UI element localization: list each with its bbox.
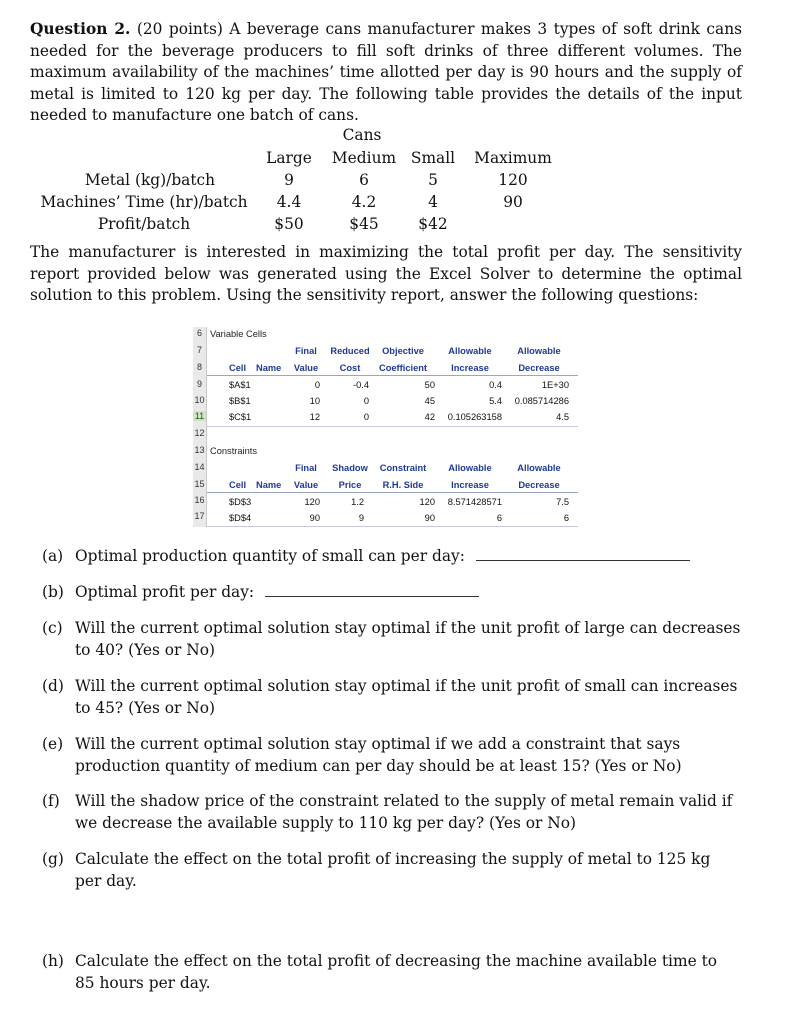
table-cell: 4.2 [351, 193, 377, 211]
subquestion-g [0, 849, 793, 893]
header-underline [207, 492, 578, 493]
row-number: 6 [196, 328, 202, 338]
subquestion-f [0, 791, 793, 835]
instructions-paragraph: The manufacturer is interested in maximizing the total profit per day. The sensitivity report provided below was generated using the Excel Solver to determine the optimal solution to this problem. Using the sensitivity report, answer the following questions: [30, 243, 742, 305]
row-label-metal: Metal (kg)/batch [84, 171, 216, 189]
variable-allow-increase: 0.4 [489, 380, 502, 390]
constraints-title: Constraints [210, 446, 258, 456]
table-cell: $50 [274, 215, 304, 233]
header-price: Price [338, 480, 362, 490]
header-constraint: Constraint [379, 463, 427, 473]
subquestion-text: Calculate the effect on the total profit of decreasing the machine available time to 85 hours per day. [75, 952, 718, 992]
constraint-rh-side: 90 [424, 513, 435, 523]
header-shadow: Shadow [332, 463, 368, 473]
table-cell: $45 [349, 215, 379, 233]
subquestion-d [0, 676, 793, 720]
constraint-allow-increase: 6 [496, 513, 502, 523]
row-number: 12 [194, 428, 205, 438]
col-header-medium: Medium [331, 149, 397, 167]
variable-cells-title: Variable Cells [210, 329, 267, 339]
row-number: 13 [194, 445, 205, 455]
variable-reduced-cost: -0.4 [352, 380, 369, 390]
variable-cell-ref: $C$1 [229, 412, 252, 422]
constraint-shadow-price: 1.2 [351, 497, 364, 507]
row-number: 11 [194, 411, 205, 421]
table-cell: 4 [428, 193, 438, 211]
header-name: Name [256, 363, 282, 373]
constraint-allow-decrease: 7.5 [556, 497, 569, 507]
subquestion-label: (c) [42, 619, 63, 637]
header-name: Name [256, 480, 282, 490]
row-number: 16 [194, 495, 205, 505]
variable-allow-decrease: 0.085714286 [514, 396, 569, 406]
header-allowable: Allowable [517, 463, 561, 473]
variable-final-value: 0 [314, 380, 320, 390]
row-number-column [193, 327, 207, 527]
subquestion-label: (d) [42, 677, 64, 695]
subquestion-e [0, 734, 793, 778]
header-decrease: Decrease [518, 363, 560, 373]
header-allowable: Allowable [448, 463, 492, 473]
input-table [30, 126, 590, 234]
table-cell: 9 [284, 171, 294, 189]
subquestion-label: (h) [42, 952, 64, 970]
constraint-allow-increase: 8.571428571 [447, 497, 502, 507]
col-header-large: Large [266, 149, 312, 167]
row-number: 15 [194, 479, 205, 489]
row-label-profit: Profit/batch [97, 215, 191, 233]
col-header-maximum: Maximum [474, 149, 552, 167]
row-number: 10 [194, 395, 205, 405]
subquestion-text: Will the current optimal solution stay optimal if the unit profit of small can increases to 45? (Yes or No) [75, 677, 738, 717]
header-increase: Increase [451, 363, 489, 373]
table-cell: 120 [498, 171, 528, 189]
subquestion-h [0, 951, 793, 995]
row-number: 8 [196, 362, 202, 372]
variable-reduced-cost: 0 [363, 412, 369, 422]
question-intro [30, 19, 742, 127]
table-group-header: Cans [342, 126, 382, 144]
row-number: 17 [194, 511, 205, 521]
subquestion-label: (e) [42, 735, 64, 753]
row-label-machine-time: Machines’ Time (hr)/batch [40, 193, 248, 211]
constraint-cell-ref: $D$4 [229, 513, 252, 523]
header-value: Value [293, 480, 319, 490]
variable-allow-decrease: 4.5 [556, 412, 569, 422]
subquestion-c [0, 618, 793, 662]
constraint-final-value: 120 [304, 497, 320, 507]
row-number: 14 [194, 462, 205, 472]
variable-cell-ref: $A$1 [229, 380, 251, 390]
question-intro-text: (20 points) A beverage cans manufacturer makes 3 types of soft drink cans needed for the beverage producers to fill soft drinks of three different volumes. The maximum availability of the machines’ time allotted per day is 90 hours and the supply of metal is limited to 120 kg per day. The following table provides the details of the input needed to manufacture one batch of cans. [30, 20, 743, 125]
constraint-cell-ref: $D$3 [229, 497, 252, 507]
section-underline [207, 526, 578, 527]
variable-allow-decrease: 1E+30 [541, 380, 569, 390]
variable-reduced-cost: 0 [363, 396, 369, 406]
col-header-small: Small [410, 149, 456, 167]
subquestion-label: (g) [42, 850, 64, 868]
variable-final-value: 12 [309, 412, 320, 422]
variable-cell-ref: $B$1 [229, 396, 251, 406]
constraint-rh-side: 120 [419, 497, 435, 507]
answer-blank-a[interactable] [476, 560, 690, 561]
section-underline [207, 426, 578, 427]
header-rh-side: R.H. Side [382, 480, 424, 490]
header-allowable: Allowable [448, 346, 492, 356]
question-heading: Question 2. [30, 20, 131, 38]
header-cell: Cell [229, 363, 247, 373]
header-final: Final [295, 463, 317, 473]
constraint-shadow-price: 9 [358, 513, 364, 523]
constraint-final-value: 90 [309, 513, 320, 523]
header-allowable: Allowable [517, 346, 561, 356]
variable-allow-increase: 5.4 [489, 396, 502, 406]
sensitivity-report [193, 327, 578, 527]
variable-objective-coef: 50 [424, 380, 435, 390]
header-reduced: Reduced [330, 346, 370, 356]
header-coefficient: Coefficient [378, 363, 428, 373]
table-cell: 90 [503, 193, 523, 211]
header-increase: Increase [451, 480, 489, 490]
constraint-allow-decrease: 6 [563, 513, 569, 523]
header-cell: Cell [229, 480, 247, 490]
row-number: 9 [196, 379, 202, 389]
table-cell: $42 [418, 215, 448, 233]
subquestion-label: (f) [42, 792, 60, 810]
subquestion-text: Will the current optimal solution stay optimal if the unit profit of large can decreases to 40? (Yes or No) [75, 619, 741, 659]
row-number: 7 [196, 345, 202, 355]
table-cell: 4.4 [276, 193, 302, 211]
header-value: Value [293, 363, 319, 373]
subquestion-label: (a) [42, 547, 64, 565]
subquestion-text: Optimal production quantity of small can per day: [75, 547, 465, 565]
header-underline [207, 375, 578, 376]
subquestion-text: Calculate the effect on the total profit of increasing the supply of metal to 125 kg per day. [75, 850, 711, 890]
variable-objective-coef: 42 [424, 412, 435, 422]
table-cell: 6 [359, 171, 369, 189]
variable-final-value: 10 [309, 396, 320, 406]
header-objective: Objective [382, 346, 424, 356]
answer-blank-b[interactable] [265, 596, 479, 597]
table-cell: 5 [428, 171, 438, 189]
header-decrease: Decrease [518, 480, 560, 490]
subquestion-text: Optimal profit per day: [75, 583, 255, 601]
subquestion-text: Will the current optimal solution stay optimal if we add a constraint that says production quantity of medium can per day should be at least 15? (Yes or No) [75, 735, 682, 775]
variable-allow-increase: 0.105263158 [447, 412, 502, 422]
subquestion-text: Will the shadow price of the constraint related to the supply of metal remain valid if we decrease the available supply to 110 kg per day? (Yes or No) [75, 792, 733, 832]
header-final: Final [295, 346, 317, 356]
variable-objective-coef: 45 [424, 396, 435, 406]
subquestion-label: (b) [42, 583, 64, 601]
header-cost: Cost [339, 363, 361, 373]
